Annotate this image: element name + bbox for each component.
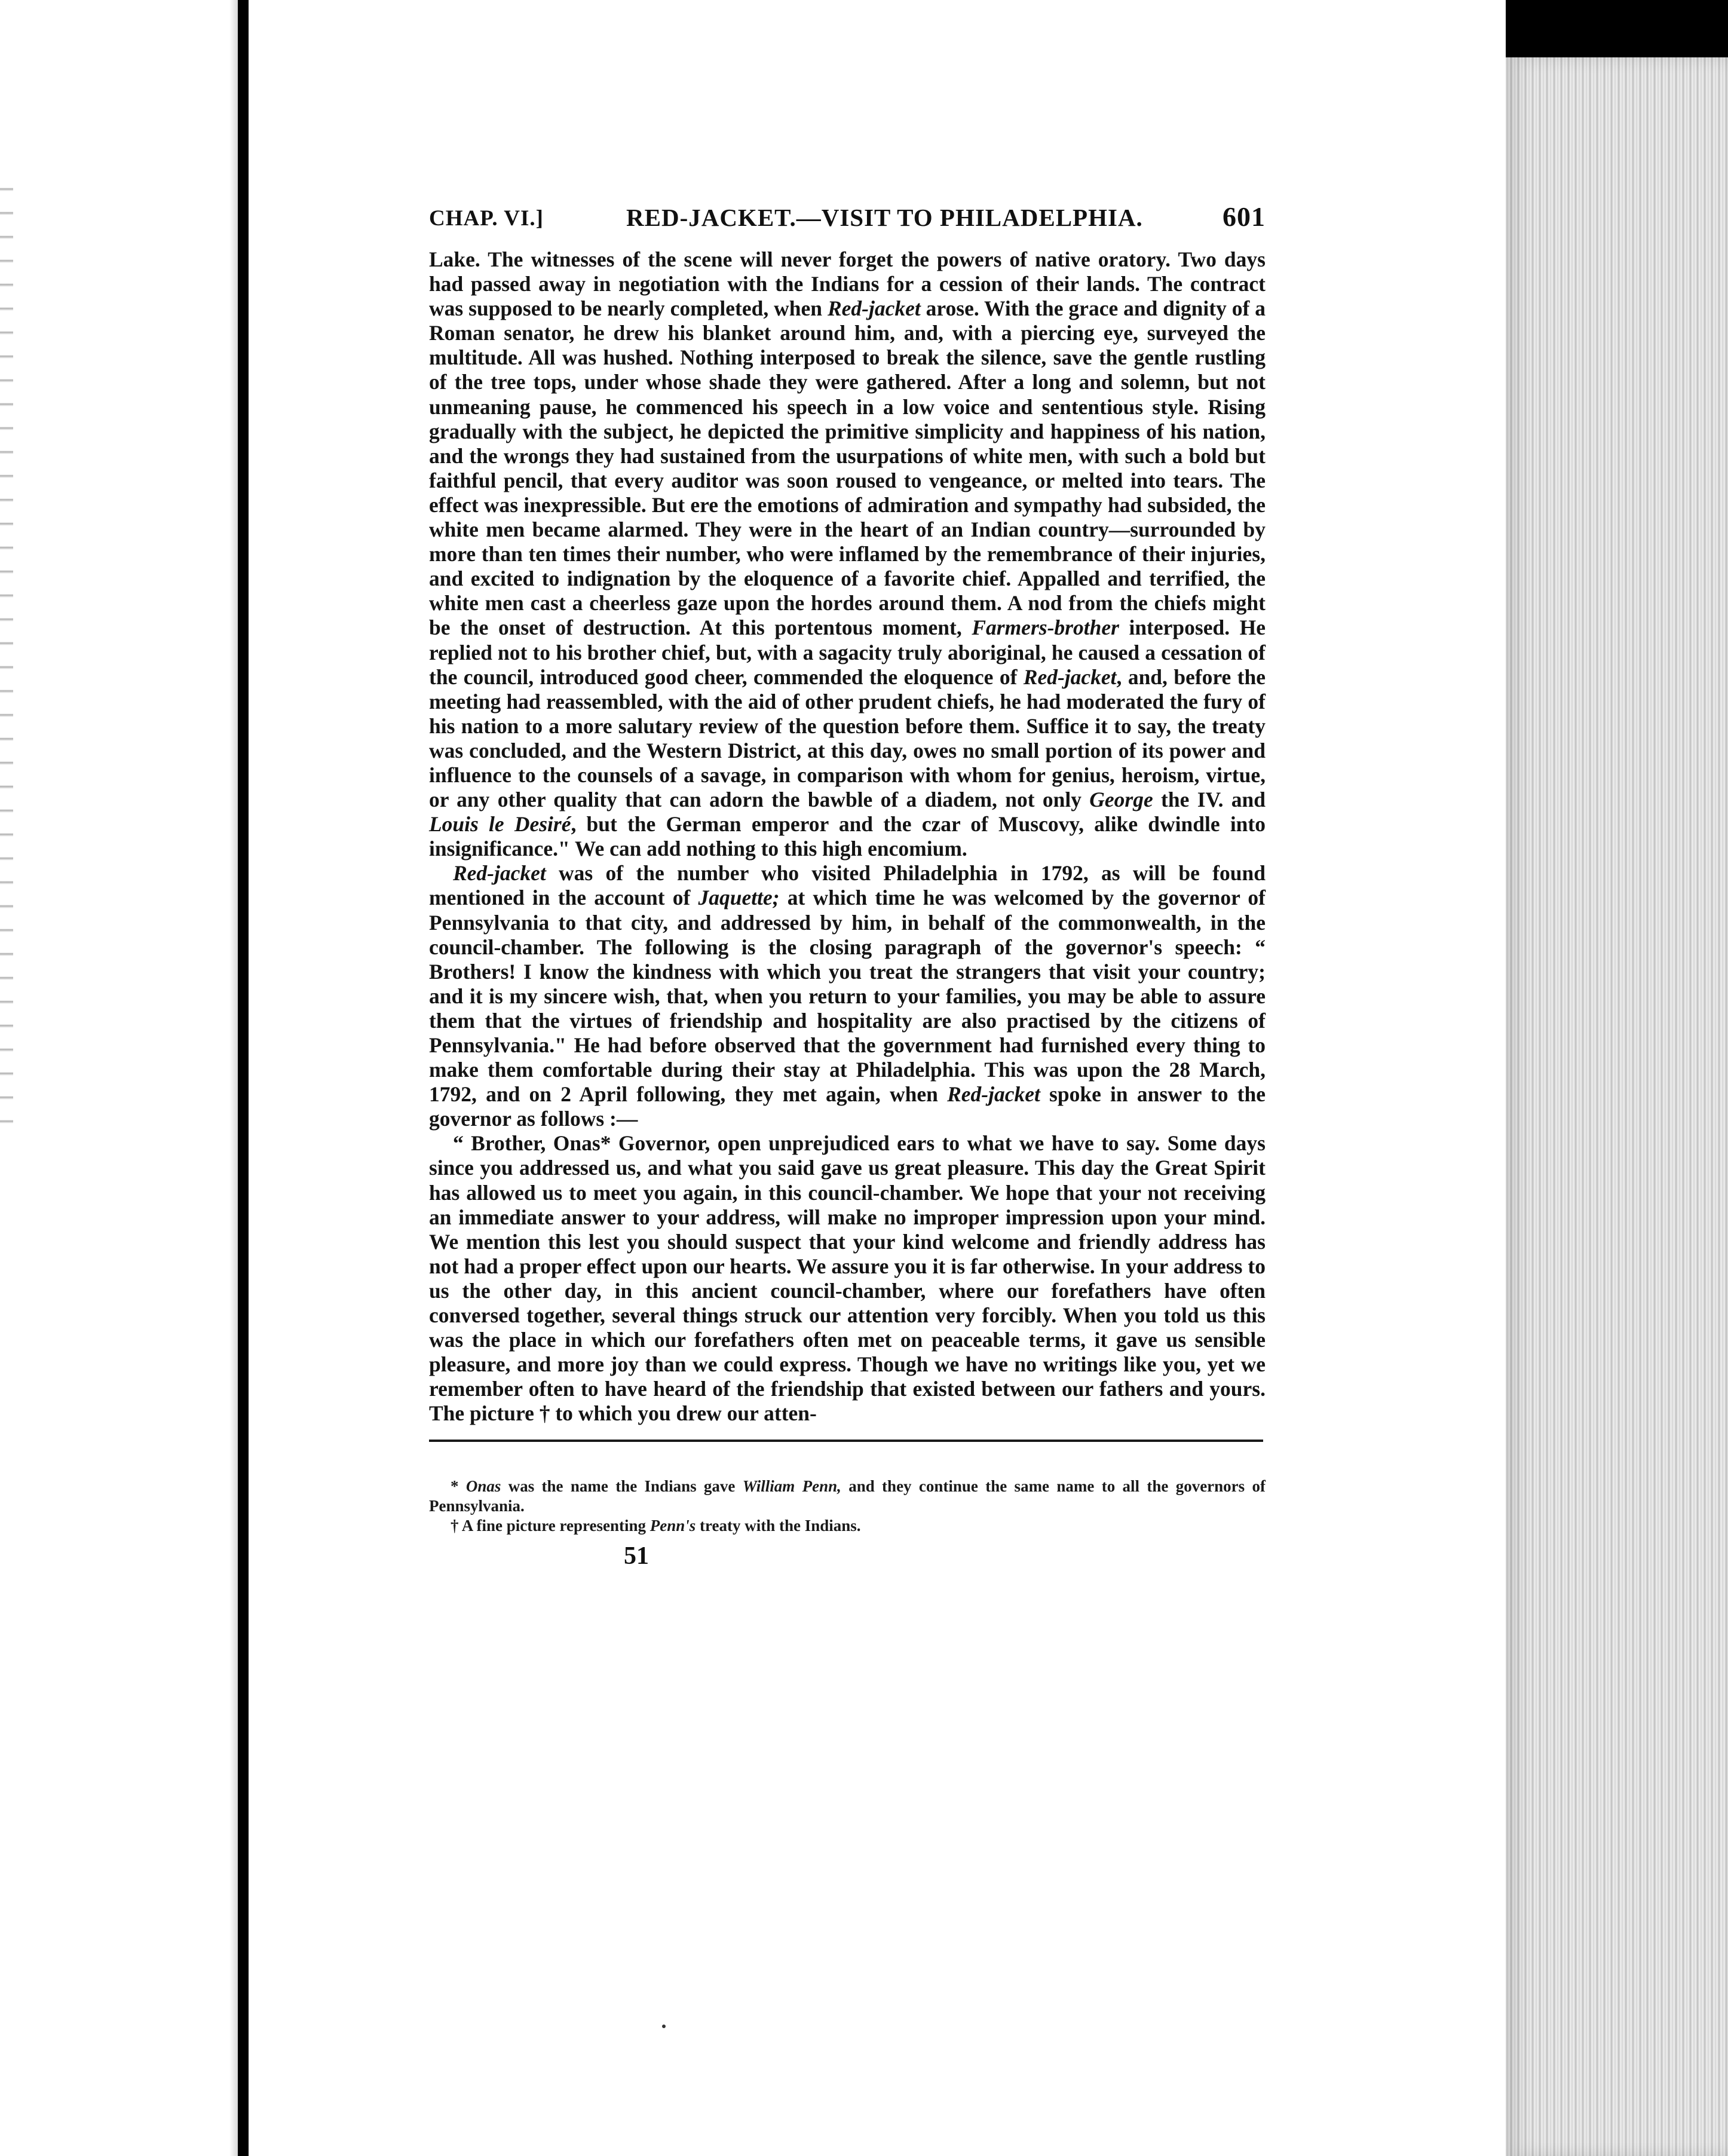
- text-run: spoke in answer to the governor as follows :—: [429, 1082, 1266, 1131]
- text-run: was the name the Indians gave: [501, 1477, 743, 1495]
- running-title: RED-JACKET.—VISIT TO PHILADELPHIA.: [626, 204, 1143, 231]
- text-run: *: [451, 1477, 466, 1495]
- background-corner: [1506, 0, 1728, 57]
- italic-text-run: Onas: [465, 1477, 501, 1495]
- text-run: interposed. He replied not to his brother chief, but, with a sagacity truly aboriginal, he caused a cessation of the council, introduced good cheer, commended the eloquence of: [429, 615, 1266, 689]
- paragraph: [429, 1131, 1266, 1426]
- page-stack-edges: [1506, 57, 1728, 2156]
- text-run: at which time he was welcomed by the governor of Pennsylvania to that city, and addressed by him, in behalf of the commonwealth, in the council-chamber. The following is the closing paragraph of the governor's speech: “ Brothers! I know the kindness with which you treat the strangers that visit your country; and it is my sincere wish, that, when you return to your families, you may be able to assure them that the virtues of friendship and hospitality are also practised by the citizens of Pennsylvania." He had before observed that the government had furnished every thing to make them comfortable during their stay at Philadelphia. This was upon the 28 March, 1792, and on 2 April following, they met again, when: [429, 886, 1266, 1107]
- running-head: [429, 197, 1266, 240]
- italic-text-run: George: [1089, 788, 1153, 812]
- footnotes: [429, 1477, 1266, 1536]
- facing-page: [0, 0, 238, 2156]
- italic-text-run: Jaquette;: [698, 886, 780, 910]
- text-run: Lake. The witnesses of the scene will never forget the powers of native oratory. Two days had passed away in negotiation with the Indians for a cession of their lands. The contract was supposed to be nearly completed, when: [429, 247, 1266, 321]
- chapter-label: CHAP. VI.]: [429, 206, 544, 231]
- italic-text-run: Red-jacket: [1023, 664, 1117, 689]
- text-run: “ Brother, Onas* Governor, open unprejudiced ears to what we have to say. Some days since you addressed us, and what you said gave us great pleasure. This day the Great Spirit has allowed us to meet you again, in this council-chamber. We hope that your not receiving an immediate answer to your address, will make no improper impression upon your mind. We mention this lest you should suspect that your kind welcome and friendly address has not had a proper effect upon our hearts. We assure you it is far otherwise. In your address to us the other day, in this ancient council-chamber, where our forefathers have often conversed together, several things struck our attention very forcibly. When you told us this was the place in which our forefathers often met on peaceable terms, it gave us sensible pleasure, and more joy than we could express. Though we have no writings like you, yet we remember often to have heard of the friendship that existed between our fathers and yours. The picture † to which you drew our atten-: [429, 1131, 1266, 1426]
- text-run: † A fine picture representing: [451, 1516, 650, 1535]
- text-run: treaty with the Indians.: [696, 1516, 861, 1535]
- text-run: , but the German emperor and the czar of Muscovy, alike dwindle into insignificance." We can add nothing to this high encomium.: [429, 812, 1266, 861]
- footnote: [429, 1477, 1266, 1516]
- footnote: [429, 1516, 1266, 1536]
- italic-text-run: William Penn,: [742, 1477, 841, 1495]
- book-gutter: [238, 0, 249, 2156]
- italic-text-run: Red-jacket: [453, 861, 546, 886]
- italic-text-run: Louis le Desiré: [429, 812, 571, 837]
- body-text: [429, 247, 1266, 1426]
- text-run: the IV. and: [1153, 788, 1266, 812]
- facing-page-bleed-through: [0, 167, 13, 1123]
- page-content: [429, 197, 1266, 1570]
- italic-text-run: Red-jacket: [947, 1082, 1040, 1107]
- italic-text-run: Farmers-brother: [972, 615, 1119, 640]
- footnote-rule: [429, 1440, 1263, 1442]
- text-run: arose. With the grace and dignity of a Roman senator, he drew his blanket around him, and, with a piercing eye, surveyed the multitude. All was hushed. Nothing interposed to break the silence, save the gentle rustling of the tree tops, under whose shade they were gathered. After a long and solemn, but not unmeaning pause, he commenced his speech in a low voice and sententious style. Rising gradually with the subject, he depicted the primitive simplicity and happiness of his nation, and the wrongs they had sustained from the usurpations of white men, with such a bold but faithful pencil, that every auditor was soon roused to vengeance, or melted into tears. The effect was inexpressible. But ere the emotions of admiration and sympathy had subsided, the white men became alarmed. They were in the heart of an Indian country—surrounded by more than ten times their number, who were inflamed by the remembrance of their injuries, and excited to indignation by the eloquence of a favorite chief. Appalled and terrified, the white men cast a cheerless gaze upon the hordes around them. A nod from the chiefs might be the onset of destruction. At this portentous moment,: [429, 296, 1266, 640]
- italic-text-run: Red-jacket: [827, 296, 921, 321]
- paragraph: [429, 247, 1266, 861]
- text-run: , and, before the meeting had reassembled, with the aid of other prudent chiefs, he had moderated the fury of his nation to a more salutary review of the question before them. Suffice it to say, the treaty was concluded, and the Western District, at this day, owes no small portion of its power and influence to the counsels of a savage, in comparison with whom for genius, heroism, virtue, or any other quality that can adorn the bawble of a diadem, not only: [429, 664, 1266, 812]
- facing-page-edge: [229, 0, 238, 2156]
- page-number: 601: [1223, 201, 1266, 232]
- signature-mark: 51: [624, 1542, 649, 1570]
- ink-speck: [662, 2025, 666, 2028]
- paragraph: [429, 861, 1266, 1131]
- italic-text-run: Penn's: [649, 1516, 696, 1535]
- text-run: and they continue the same name to all the governors of Pennsylvania.: [429, 1477, 1266, 1515]
- text-run: was of the number who visited Philadelphia in 1792, as will be found mentioned in the account of: [429, 861, 1266, 910]
